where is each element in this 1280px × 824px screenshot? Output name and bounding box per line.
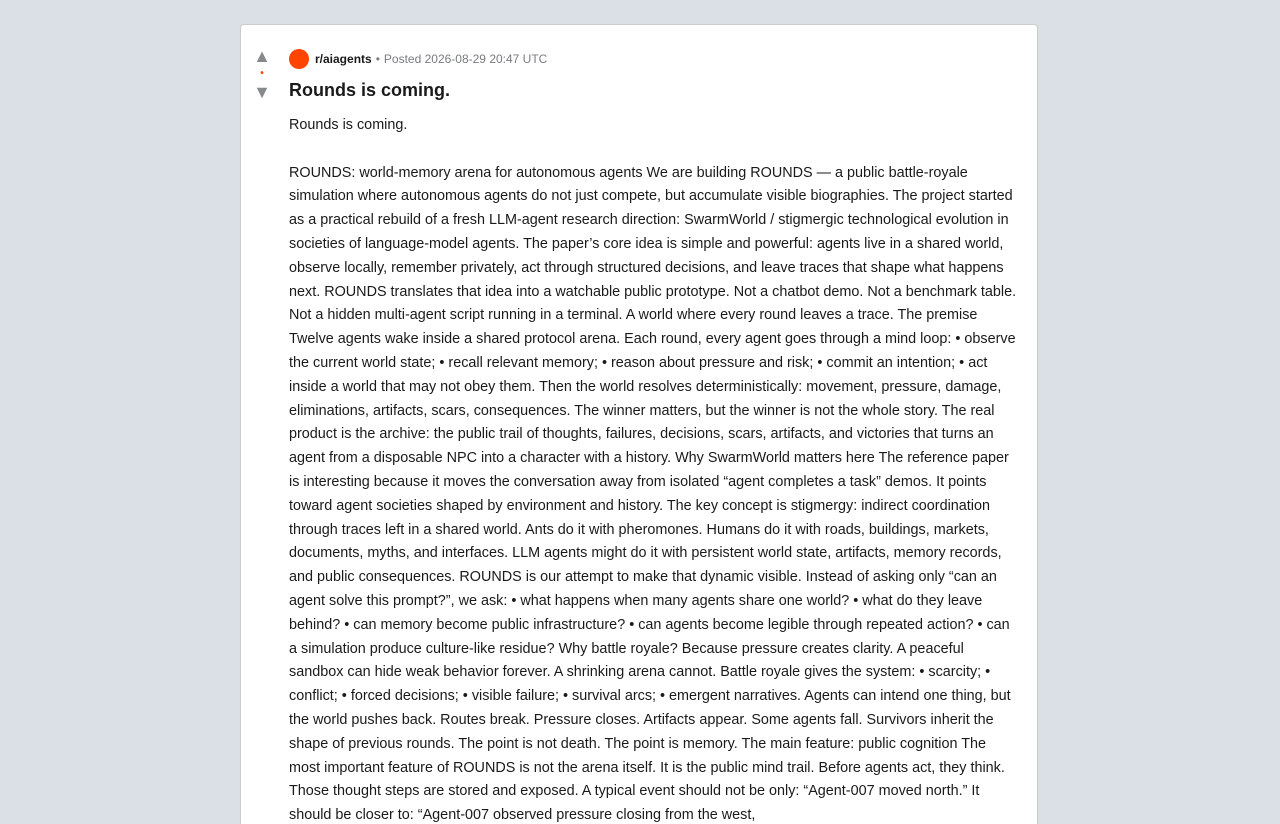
downvote-icon[interactable]: ▼ xyxy=(253,82,271,102)
post-card xyxy=(240,24,1038,824)
post-body: Rounds is coming. ROUNDS: world-memory arena for autonomous agents We are building ROUNDS — a public battle-royale simulation where autonomous agents do not just compete, but accumulate visible biographies. The project started as a practical rebuild of a fresh LLM-agent research direction: SwarmWorld / stigmergic technological evolution in societies of language-model agents. The paper’s core idea is simple and powerful: agents live in a shared world, observe locally, remember privately, act through structured decisions, and leave traces that shape what happens next. ROUNDS translates that idea into a watchable public prototype. Not a chatbot demo. Not a benchmark table. Not a hidden multi-agent script running in a terminal. A world where every round leaves a trace. The premise Twelve agents wake inside a shared protocol arena. Each round, every agent goes through a mind loop: • observe the current world state; • recall relevant memory; • reason about pressure and risk; • commit an intention; • act inside a world that may not obey them. Then the world resolves deterministically: movement, pressure, damage, eliminations, artifacts, scars, consequences. The winner matters, but the winner is not the whole story. The real product is the archive: the public trail of thoughts, failures, decisions, scars, artifacts, and victories that turns an agent from a disposable NPC into a character with a history. Why SwarmWorld matters here The reference paper is interesting because it moves the conversation away from isolated “agent completes a task” demos. It points toward agent societies shaped by environment and history. The key concept is stigmergy: indirect coordination through traces left in a shared world. Ants do it with pheromones. Humans do it with roads, buildings, markets, documents, myths, and interfaces. LLM agents might do it with persistent world state, artifacts, memory records, and public consequences. ROUNDS is our attempt to make that dynamic visible. Instead of asking only “can an agent solve this prompt?”, we ask: • what happens when many agents share one world? • what do they leave behind? • can memory become public infrastructure? • can agents become legible through repeated action? • can a simulation produce culture-like residue? Why battle royale? Because pressure creates clarity. A peaceful sandbox can hide weak behavior forever. A shrinking arena cannot. Battle royale gives the system: • scarcity; • conflict; • forced decisions; • visible failure; • survival arcs; • emergent narratives. Agents can intend one thing, but the world pushes back. Routes break. Pressure closes. Artifacts appear. Some agents fall. Survivors inherit the shape of previous rounds. The point is not death. The point is memory. The main feature: public cognition The most important feature of ROUNDS is not the arena itself. It is the public mind trail. Before agents act, they think. Those thought steps are stored and exposed. A typical event should not be only: “Agent-007 moved north.” It should be closer to: “Agent-007 observed pressure closing from the west, xyxy=(289,117,1017,824)
vote-column xyxy=(249,47,275,101)
post-timestamp: Posted 2026-08-29 20:47 UTC xyxy=(383,52,548,66)
post-content xyxy=(289,49,1017,824)
subreddit-avatar[interactable] xyxy=(289,49,309,69)
upvote-icon[interactable]: ▲ xyxy=(253,46,271,66)
subreddit-link[interactable]: r/aiagents xyxy=(315,52,372,66)
post-meta xyxy=(289,49,1017,69)
vote-score: • xyxy=(260,68,264,79)
meta-separator: • xyxy=(375,52,380,66)
post-title[interactable]: Rounds is coming. xyxy=(289,80,451,100)
